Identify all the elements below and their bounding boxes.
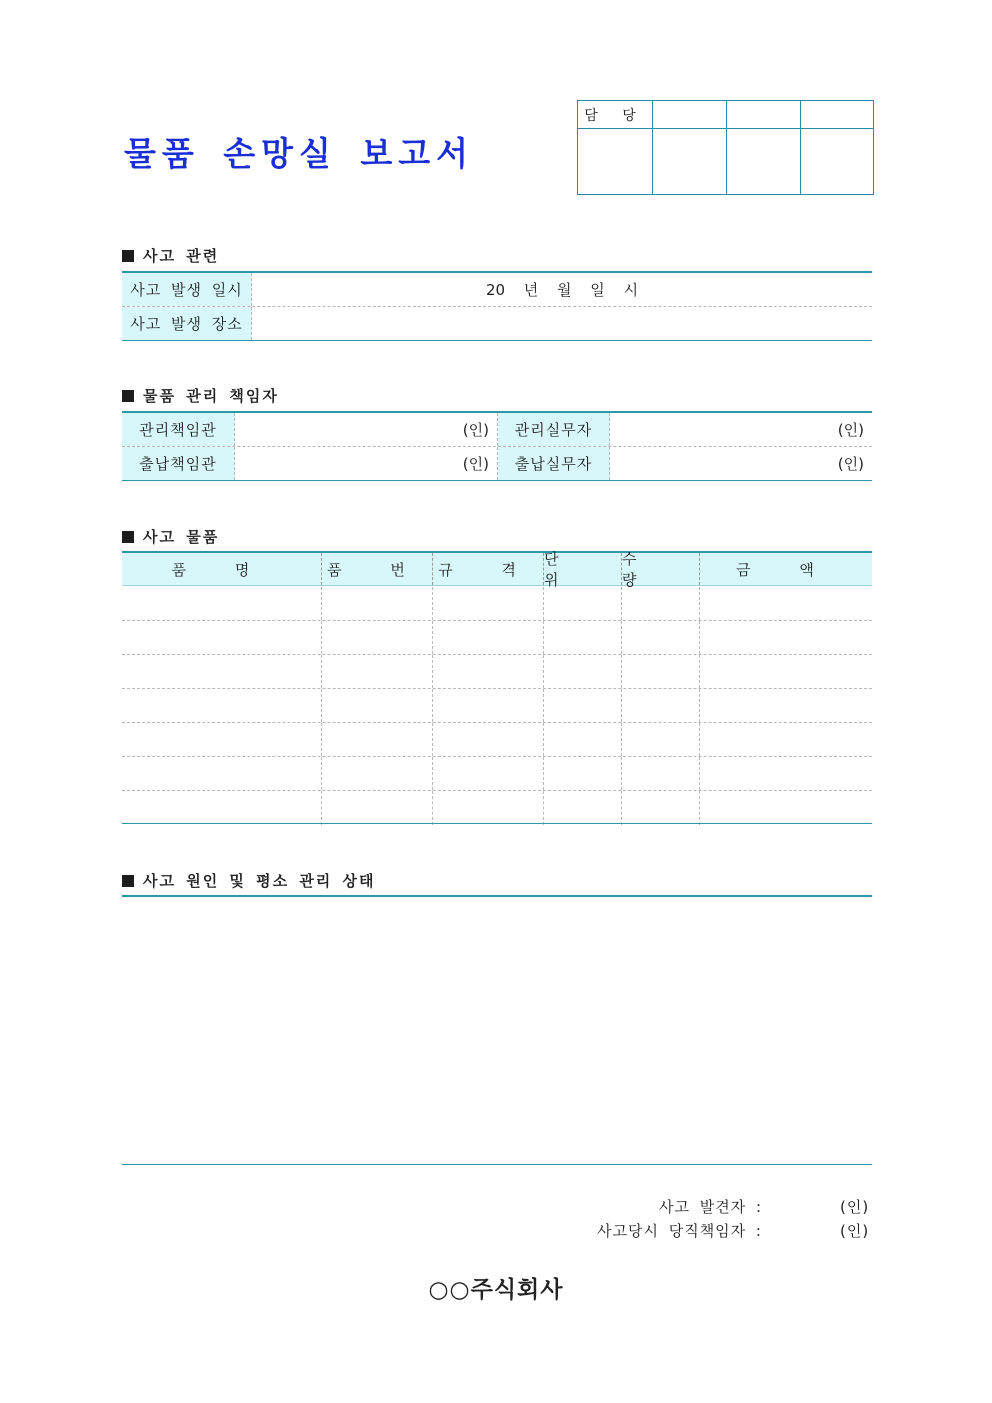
incident-datetime-label: 사고 발생 일시 [122,273,252,306]
table-cell[interactable] [122,757,322,790]
divider [122,895,872,897]
table-cell[interactable] [622,621,700,654]
column-header: 규 격 [433,553,544,585]
table-cell[interactable] [544,791,622,825]
approval-sign-cell[interactable] [653,129,727,194]
table-cell[interactable] [433,791,544,825]
table-cell[interactable] [122,587,322,620]
incident-place-label: 사고 발생 장소 [122,307,252,340]
table-cell[interactable] [700,689,872,722]
manager-row [122,447,872,480]
table-row [122,757,872,791]
signature-label: 사고 발견자 : [658,1198,762,1216]
table-cell[interactable] [122,791,322,825]
seal-text: (인) [462,421,489,439]
seal-text: (인) [462,455,489,473]
table-row [122,723,872,757]
table-cell[interactable] [544,655,622,688]
table-cell[interactable] [322,689,433,722]
table-row [122,655,872,689]
bullet-square-icon [122,875,134,887]
incident-place-field[interactable] [252,307,872,340]
section-heading-items: 사고 물품 [122,526,219,547]
manager-field[interactable] [235,413,498,446]
manager-label: 관리실무자 [498,413,610,446]
approval-box [577,100,874,195]
table-cell[interactable] [322,791,433,825]
section-heading-managers: 물품 관리 책임자 [122,385,279,406]
table-cell[interactable] [433,621,544,654]
table-cell[interactable] [544,689,622,722]
table-cell[interactable] [700,757,872,790]
incident-datetime-field[interactable]: 20 년 월 일 시 [485,281,639,299]
bullet-square-icon [122,531,134,543]
column-header: 단 위 [544,553,622,585]
divider [122,480,872,481]
manager-label: 출납책임관 [122,447,235,480]
table-row [122,621,872,655]
bullet-square-icon [122,390,134,402]
approval-cell[interactable] [653,101,727,129]
table-cell[interactable] [433,689,544,722]
table-row [122,587,872,621]
company-name: ○○주식회사 [428,1277,564,1303]
approval-cell[interactable] [727,101,801,129]
bullet-square-icon [122,250,134,262]
approval-sign-cell[interactable] [727,129,801,194]
items-table-header [122,550,872,589]
table-cell[interactable] [433,757,544,790]
table-cell[interactable] [700,621,872,654]
table-cell[interactable] [122,655,322,688]
column-header: 금 액 [736,560,836,579]
table-cell[interactable] [700,791,872,825]
table-cell[interactable] [322,587,433,620]
manager-field[interactable] [235,447,498,480]
approval-sign-cell[interactable] [578,129,653,194]
section-heading-incident: 사고 관련 [122,245,219,266]
table-cell[interactable] [544,757,622,790]
section-heading-cause: 사고 원인 및 평소 관리 상태 [122,870,376,891]
incident-place-row [122,307,872,340]
table-cell[interactable] [700,587,872,620]
table-cell[interactable] [544,723,622,756]
seal-text: (인) [837,455,864,473]
table-row [122,689,872,723]
seal-text: (인) [837,421,864,439]
seal-text: (인) [840,1222,870,1240]
manager-label: 관리책임관 [122,413,235,446]
table-row [122,791,872,825]
table-cell[interactable] [322,621,433,654]
table-cell[interactable] [622,587,700,620]
table-cell[interactable] [122,689,322,722]
manager-label: 출납실무자 [498,447,610,480]
manager-field[interactable] [610,447,872,480]
table-cell[interactable] [622,757,700,790]
table-cell[interactable] [322,655,433,688]
column-header: 수 량 [622,553,700,585]
document-title: 물품 손망실 보고서 [124,134,475,173]
table-cell[interactable] [433,723,544,756]
seal-text: (인) [840,1198,870,1216]
table-cell[interactable] [322,723,433,756]
table-cell[interactable] [122,723,322,756]
table-cell[interactable] [544,587,622,620]
approval-cell[interactable] [801,101,873,129]
approval-sign-cell[interactable] [801,129,873,194]
manager-field[interactable] [610,413,872,446]
table-cell[interactable] [433,655,544,688]
signature-label: 사고당시 당직책임자 : [596,1222,762,1240]
table-cell[interactable] [700,655,872,688]
table-cell[interactable] [622,655,700,688]
divider [122,340,872,341]
manager-row [122,413,872,447]
table-cell[interactable] [622,689,700,722]
column-header: 품 번 [322,553,433,585]
divider [122,823,872,824]
table-cell[interactable] [622,791,700,825]
cause-text-area[interactable] [122,898,872,1163]
table-cell[interactable] [544,621,622,654]
table-cell[interactable] [122,621,322,654]
approval-label: 담 당 [578,101,653,129]
table-cell[interactable] [700,723,872,756]
column-header: 품 명 [122,553,322,585]
incident-datetime-row [122,273,872,307]
divider [122,1164,872,1165]
table-cell[interactable] [322,757,433,790]
table-cell[interactable] [622,723,700,756]
table-cell[interactable] [433,587,544,620]
